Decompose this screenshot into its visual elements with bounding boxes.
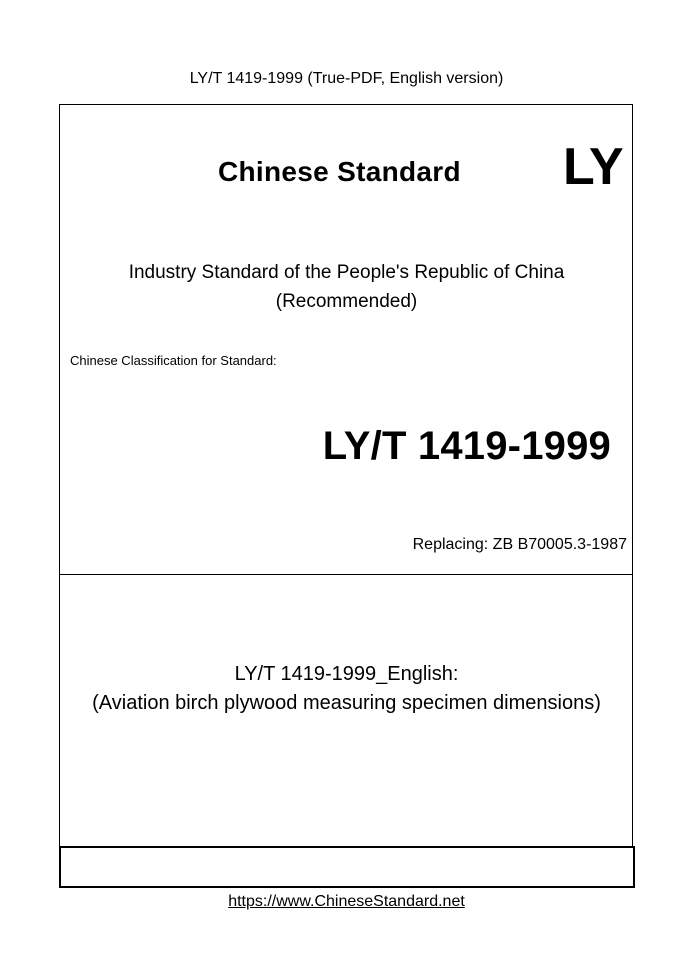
industry-line-2: (Recommended) <box>275 291 418 312</box>
cover-footer-box <box>59 846 635 888</box>
cover-frame <box>59 104 633 846</box>
english-title-line-1: LY/T 1419-1999_English: <box>234 663 459 685</box>
replacing-note: Replacing: ZB B70005.3-1987 <box>412 536 627 553</box>
document-header: LY/T 1419-1999 (True-PDF, English version) <box>189 70 504 87</box>
classification-label: Chinese Classification for Standard: <box>70 353 277 368</box>
english-title-block <box>0 660 693 718</box>
industry-line-1: Industry Standard of the People's Republic of China <box>128 262 565 283</box>
standard-number: LY/T 1419-1999 <box>322 424 611 468</box>
website-link[interactable]: https://www.ChineseStandard.net <box>228 893 465 910</box>
cover-heading: Chinese Standard <box>218 156 461 187</box>
ly-logo: LY <box>563 138 623 196</box>
english-title-line-2: (Aviation birch plywood measuring specimen dimensions) <box>92 692 601 714</box>
cover-divider <box>59 574 633 575</box>
industry-standard-block <box>0 258 693 316</box>
